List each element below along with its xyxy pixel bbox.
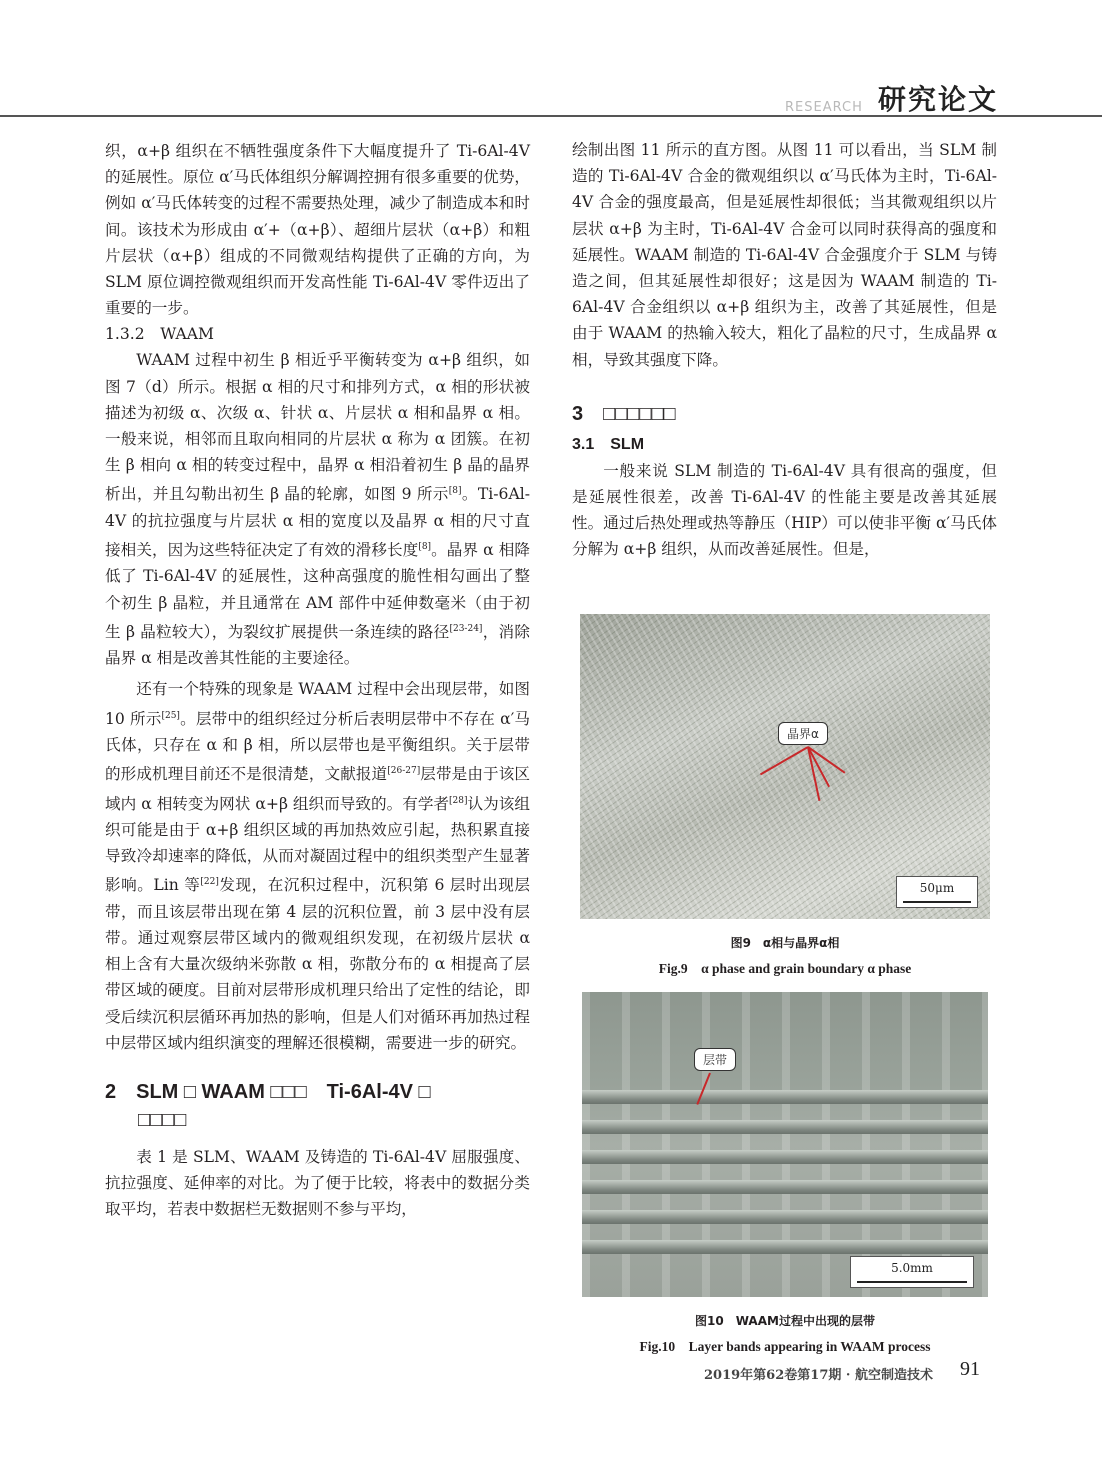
figure-9-scale-bar xyxy=(896,876,978,908)
text-run: 发现，在沉积过程中，沉积第 6 层时出现层带，而且该层带出现在第 4 层的沉积位置，前 3 层中没有层带。通过观察层带区域内的微观组织发现，在初级片层状 α 相上含有大量次级纳米弥散 α 相，弥散分布的 α 相提高了层带区域的硬度。目前对层带形成机理只给出了定性的结论，即受后续沉积层循环再加热的影响，但是人们对循环再加热过程中层带区域内组织演变的理解还很模糊，需要进一步的研究。 xyxy=(105,876,530,1052)
figure-10-caption-cn: 图10 WAAM过程中出现的层带 xyxy=(695,1314,875,1328)
layer-band xyxy=(582,1090,988,1104)
figure-9-caption-en: Fig.9 α phase and grain boundary α phase xyxy=(658,961,912,976)
section-heading-1-3-2: 1.3.2 WAAM xyxy=(105,325,215,344)
figure-10-scale-bar xyxy=(850,1256,974,1288)
text-run: 。层带中的组织经过分析后表明层带中不存在 α′马氏体，只存在 α 和 β 相，所以层带也是平衡组织。关于层带的形成机理目前还不是很清楚，文献报道 xyxy=(105,709,530,784)
right-paragraph-2: 一般来说 SLM 制造的 Ti-6Al-4V 具有很高的强度，但是延展性很差，改善 Ti-6Al-4V 的性能主要是改善其延展性。通过后热处理或热等静压（HIP）可以使非平衡 α′马氏体分解为 α+β 组织，从而改善延展性。但是， xyxy=(572,461,997,559)
text-run: 。Ti-6Al-4V 的抗拉强度与片层状 α 相的宽度以及晶界 α 相的尺寸直接相关，因为这些特征决定了有效的滑移长度 xyxy=(105,485,530,560)
figure-9-micrograph xyxy=(580,614,990,919)
text-run: 认为该组织可能是由于 α+β 组织区域的再加热效应引起，热积累直接导致冷却速率的降低，从而对凝固过程中的组织类型产生显著影响。Lin 等 xyxy=(105,794,530,895)
figure-10-caption xyxy=(580,1312,990,1355)
figure-9-caption-cn: 图9 α相与晶界α相 xyxy=(730,936,840,950)
figure-10-label: 层带 xyxy=(694,1048,736,1071)
right-column xyxy=(572,137,997,563)
section-heading-3: 3 □□□□□□ xyxy=(572,402,676,425)
citation: [8] xyxy=(418,542,432,553)
section-heading-3-1: 3.1 SLM xyxy=(572,435,645,453)
figure-10-scale-label: 5.0mm xyxy=(891,1261,933,1275)
footer-journal: 2019年第62卷第17期 · 航空制造技术 xyxy=(704,1368,933,1383)
layer-band xyxy=(582,1180,988,1194)
citation: [23-24] xyxy=(449,623,483,634)
left-paragraph-4: 表 1 是 SLM、WAAM 及铸造的 Ti-6Al-4V 屈服强度、抗拉强度、延伸率的对比。为了便于比较，将表中的数据分类取平均，若表中数据栏无数据则不参与平均， xyxy=(105,1148,530,1219)
section-heading-2-line-1: 2 SLM □ WAAM □□□ Ti-6Al-4V □ xyxy=(105,1081,431,1104)
scale-line xyxy=(903,901,971,903)
text-run: 。晶界 α 相降低了 Ti-6Al-4V 的延展性，这种高强度的脆性相勾画出了整个初生 β 晶粒，并且通常在 AM 部件中延伸数毫米（由于初生 β 晶粒较大），为裂纹扩展提供一条连续的路径 xyxy=(105,541,530,642)
citation: [8] xyxy=(448,486,462,497)
layer-band xyxy=(582,1240,988,1254)
layer-band xyxy=(582,1150,988,1164)
figure-10-photo xyxy=(582,992,988,1297)
citation: [28] xyxy=(449,795,468,806)
page-number: 91 xyxy=(960,1358,980,1380)
figure-9-label: 晶界α xyxy=(778,722,828,745)
citation: [22] xyxy=(200,877,219,888)
figure-10-caption-en: Fig.10 Layer bands appearing in WAAM process xyxy=(639,1339,931,1354)
left-paragraph-1: 织，α+β 组织在不牺牲强度条件下大幅度提升了 Ti-6Al-4V 的延展性。原位 α′马氏体组织分解调控拥有很多重要的优势，例如 α′马氏体转变的过程不需要热处理，减少了制造成本和时间。该技术为形成由 α′+（α+β）、超细片层状（α+β）和粗片层状（α+β）组成的不同微观结构提供了正确的方向，为 SLM 原位调控微观组织而开发高性能 Ti-6Al-4V 零件迈出了重要的一步。 xyxy=(105,142,530,318)
header-research-label: RESEARCH xyxy=(785,100,863,115)
text-run: 层带是由于该区域内 α 相转变为网状 α+β 组织而导致的。有学者 xyxy=(105,765,530,813)
scale-line xyxy=(857,1281,967,1283)
figure-9-scale-label: 50μm xyxy=(919,881,955,895)
layer-band xyxy=(582,1210,988,1224)
citation: [26-27] xyxy=(387,766,421,777)
layer-band xyxy=(582,1120,988,1134)
section-heading-2-line-2: □□□□ xyxy=(138,1109,187,1132)
text-run: 还有一个特殊的现象是 WAAM 过程中会出现层带，如图 10 所示 xyxy=(105,680,530,728)
citation: [25] xyxy=(161,710,180,721)
left-paragraph-3 xyxy=(105,676,530,1056)
header-section-title: 研究论文 xyxy=(878,83,999,116)
figure-9-caption xyxy=(580,934,990,977)
text-run: WAAM 过程中初生 β 相近乎平衡转变为 α+β 组织，如图 7（d）所示。根据 α 相的尺寸和排列方式，α 相的形状被描述为初级 α、次级 α、针状 α、片层状 α 相和晶界 α 相。一般来说，相邻而且取向相同的片层状 α 称为 α 团簇。在初生 β 相向 α 相的转变过程中，晶界 α 相沿着初生 β 晶的晶界析出，并且勾勒出初生 β 晶的轮廓，如图 9 所示 xyxy=(105,351,530,504)
left-column xyxy=(105,138,530,1223)
text-run: ，消除晶界 α 相是改善其性能的主要途径。 xyxy=(105,623,530,668)
section-heading-2 xyxy=(105,1078,530,1134)
figure-9-arrow xyxy=(760,746,809,775)
right-paragraph-1: 绘制出图 11 所示的直方图。从图 11 可以看出，当 SLM 制造的 Ti-6Al-4V 合金的微观组织以 α′马氏体为主时，Ti-6Al-4V 合金的强度最高，但是延展性却很低；当其微观组织以片层状 α+β 为主时，Ti-6Al-4V 合金可以同时获得高的强度和延展性。WAAM 制造的 Ti-6Al-4V 合金强度介于 SLM 与铸造之间，但其延展性却很好；这是因为 WAAM 制造的 Ti-6Al-4V 合金组织以 α+β 组织为主，改善了其延展性，但是由于 WAAM 的热输入较大，粗化了晶粒的尺寸，生成晶界 α 相，导致其强度下降。 xyxy=(572,141,997,369)
left-paragraph-2 xyxy=(105,347,530,671)
